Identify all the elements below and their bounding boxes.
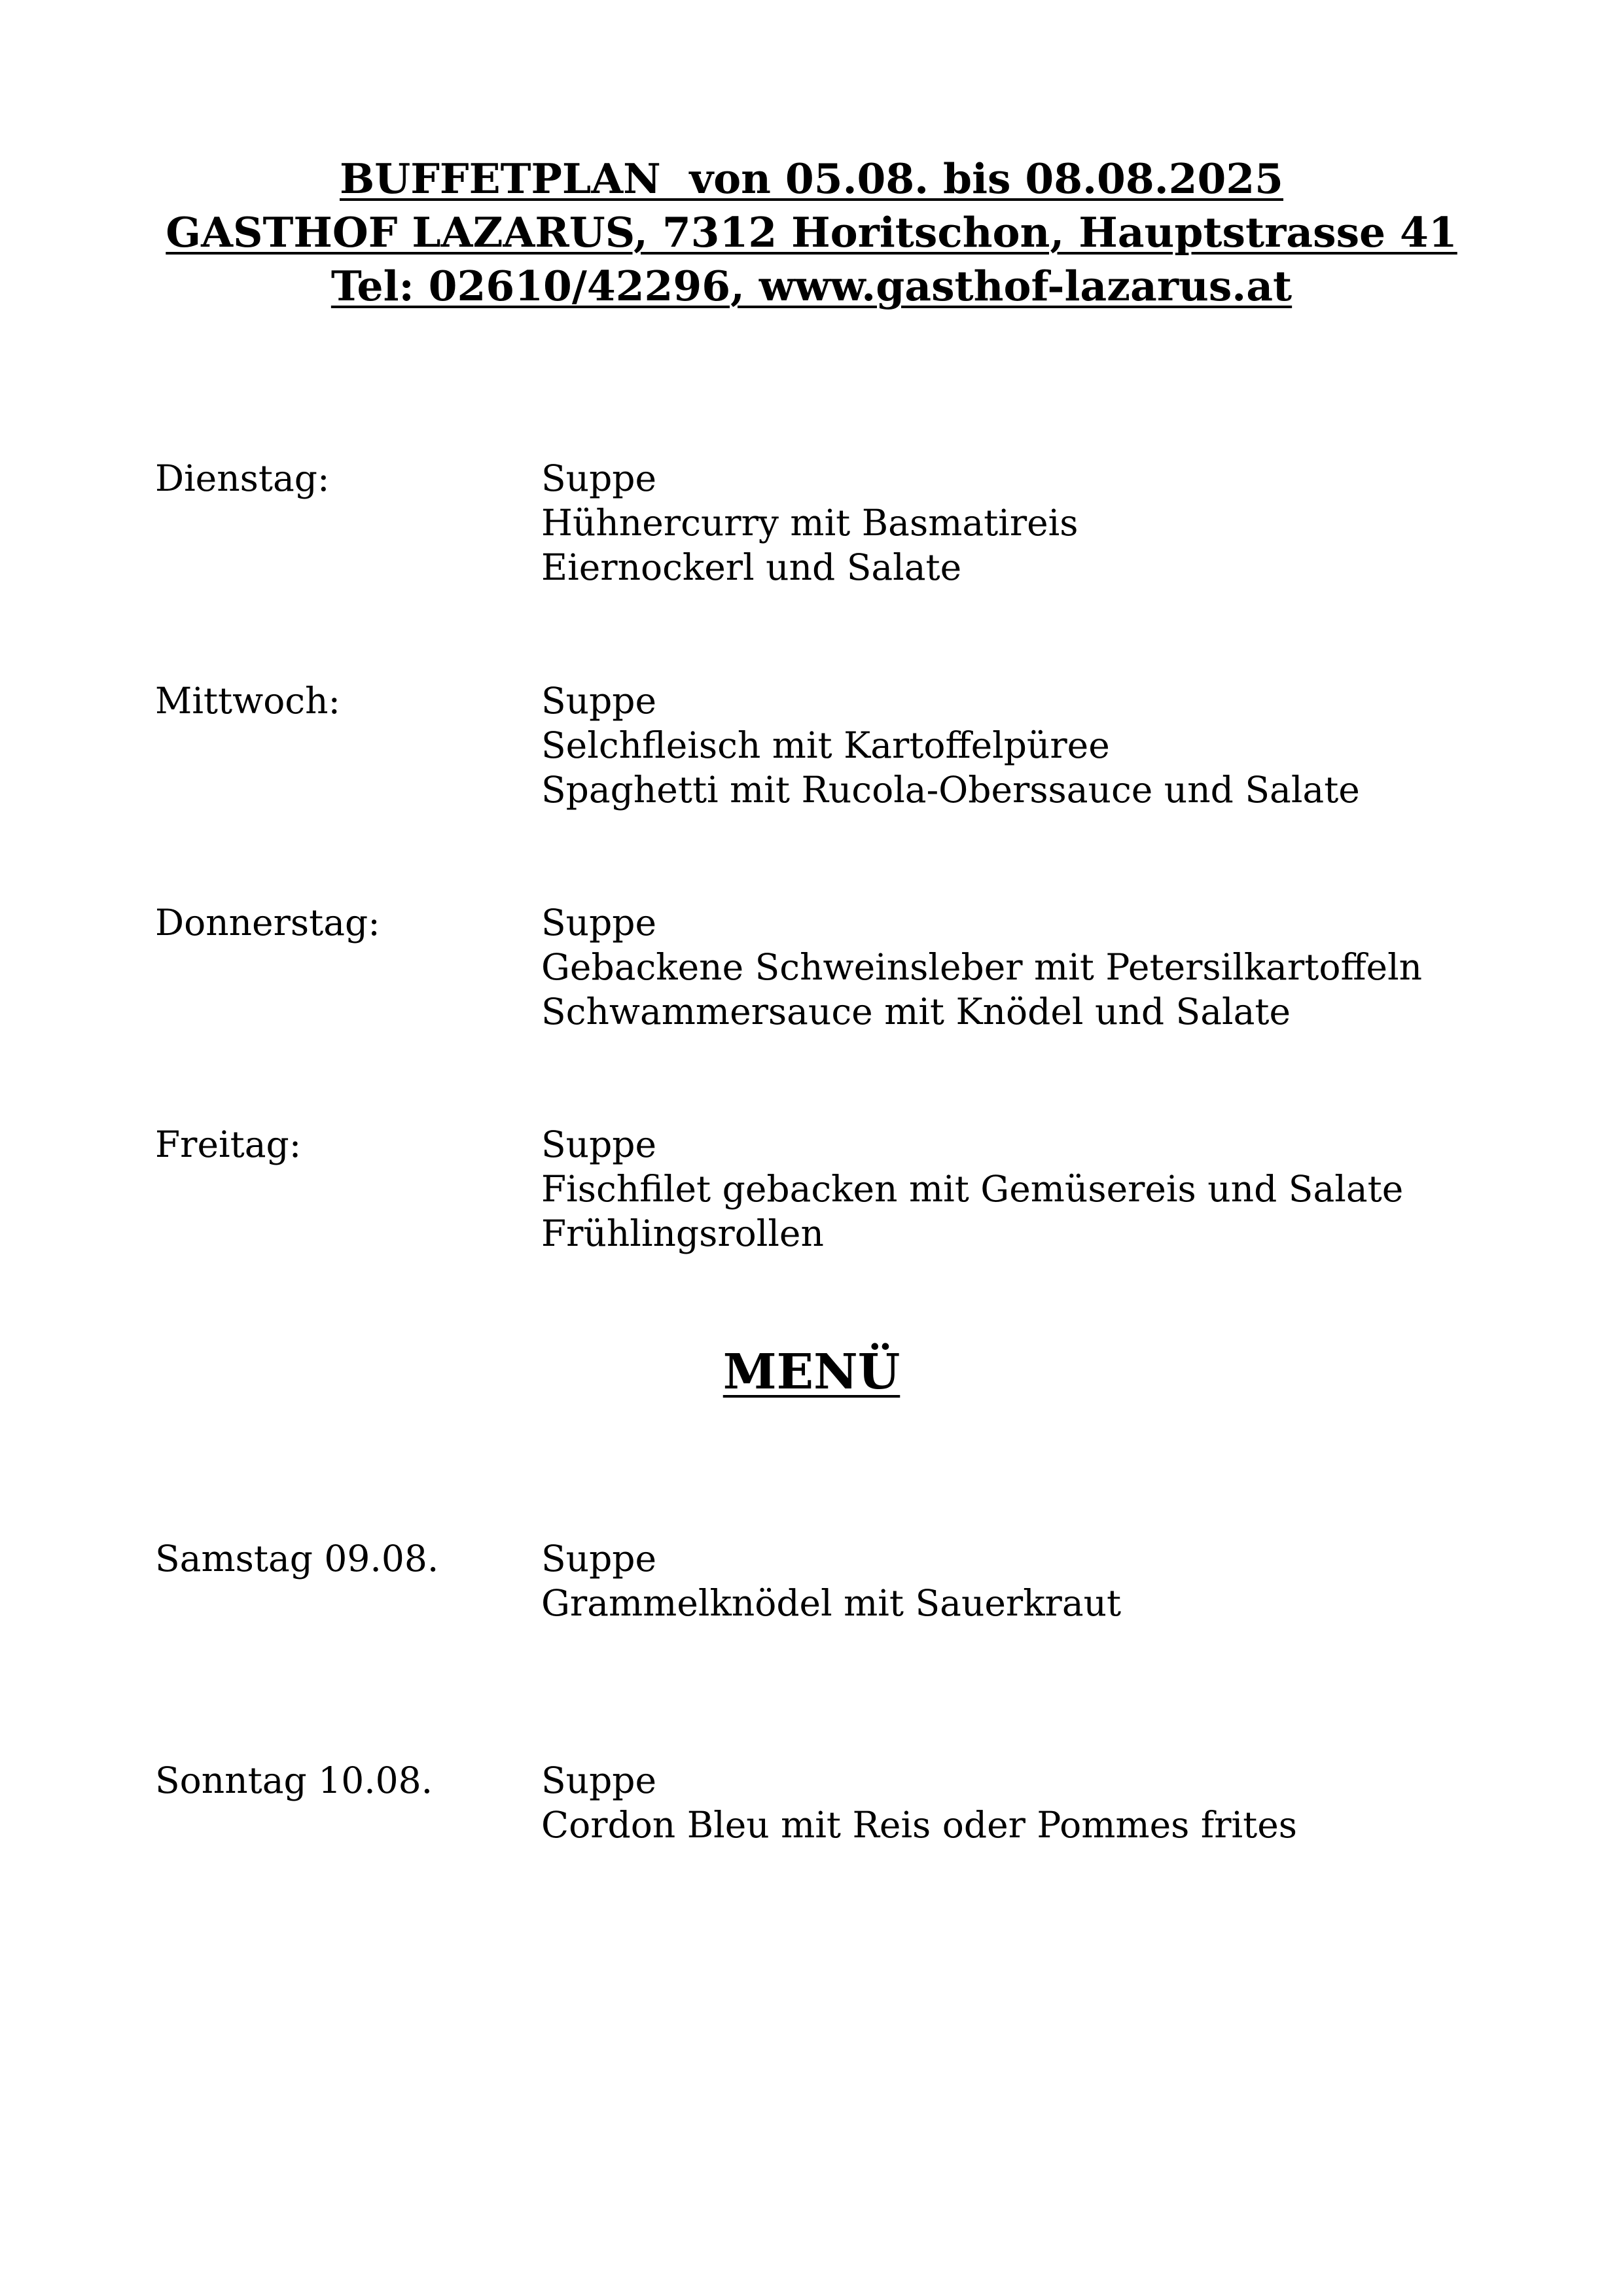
header-address-line bbox=[0, 205, 1623, 259]
menu-heading bbox=[0, 1343, 1623, 1402]
dish-item: Suppe bbox=[541, 1759, 657, 1801]
dish-list bbox=[541, 1122, 1403, 1256]
day-label: Samstag 09.08. bbox=[155, 1538, 439, 1580]
header-contact-line bbox=[0, 259, 1623, 313]
dish-list bbox=[541, 1536, 1121, 1625]
dish-item: Suppe bbox=[541, 457, 657, 499]
header-title-line bbox=[0, 152, 1623, 205]
dish-item: Spaghetti mit Rucola-Oberssauce und Salate bbox=[541, 769, 1360, 811]
header-address: GASTHOF LAZARUS, 7312 Horitschon, Hauptstrasse 41 bbox=[166, 208, 1457, 256]
dish-item: Selchfleisch mit Kartoffelpüree bbox=[541, 724, 1110, 766]
day-label: Freitag: bbox=[155, 1123, 302, 1165]
day-label: Dienstag: bbox=[155, 457, 330, 499]
header-contact: Tel: 02610/42296, www.gasthof-lazarus.at bbox=[330, 262, 1293, 310]
menu-heading-text: MENÜ bbox=[722, 1344, 901, 1400]
dish-list bbox=[541, 679, 1360, 812]
dish-item: Eiernockerl und Salate bbox=[541, 546, 962, 588]
day-label: Donnerstag: bbox=[155, 902, 380, 944]
dish-item: Suppe bbox=[541, 1123, 657, 1165]
dish-item: Suppe bbox=[541, 902, 657, 944]
dish-item: Gebackene Schweinsleber mit Petersilkartoffeln bbox=[541, 946, 1423, 988]
dish-item: Suppe bbox=[541, 680, 657, 722]
day-label: Mittwoch: bbox=[155, 680, 341, 722]
dish-item: Cordon Bleu mit Reis oder Pommes frites bbox=[541, 1804, 1297, 1846]
dish-item: Hühnercurry mit Basmatireis bbox=[541, 502, 1079, 544]
dish-list bbox=[541, 456, 1079, 590]
dish-item: Frühlingsrollen bbox=[541, 1212, 824, 1254]
document-header bbox=[0, 152, 1623, 313]
header-title: BUFFETPLAN von 05.08. bis 08.08.2025 bbox=[340, 154, 1283, 203]
dish-item: Grammelknödel mit Sauerkraut bbox=[541, 1582, 1122, 1624]
day-label: Sonntag 10.08. bbox=[155, 1759, 433, 1801]
dish-item: Suppe bbox=[541, 1538, 657, 1580]
dish-list bbox=[541, 1758, 1297, 1847]
dish-list bbox=[541, 900, 1422, 1034]
dish-item: Schwammersauce mit Knödel und Salate bbox=[541, 991, 1291, 1033]
dish-item: Fischfilet gebacken mit Gemüsereis und Salate bbox=[541, 1168, 1404, 1210]
